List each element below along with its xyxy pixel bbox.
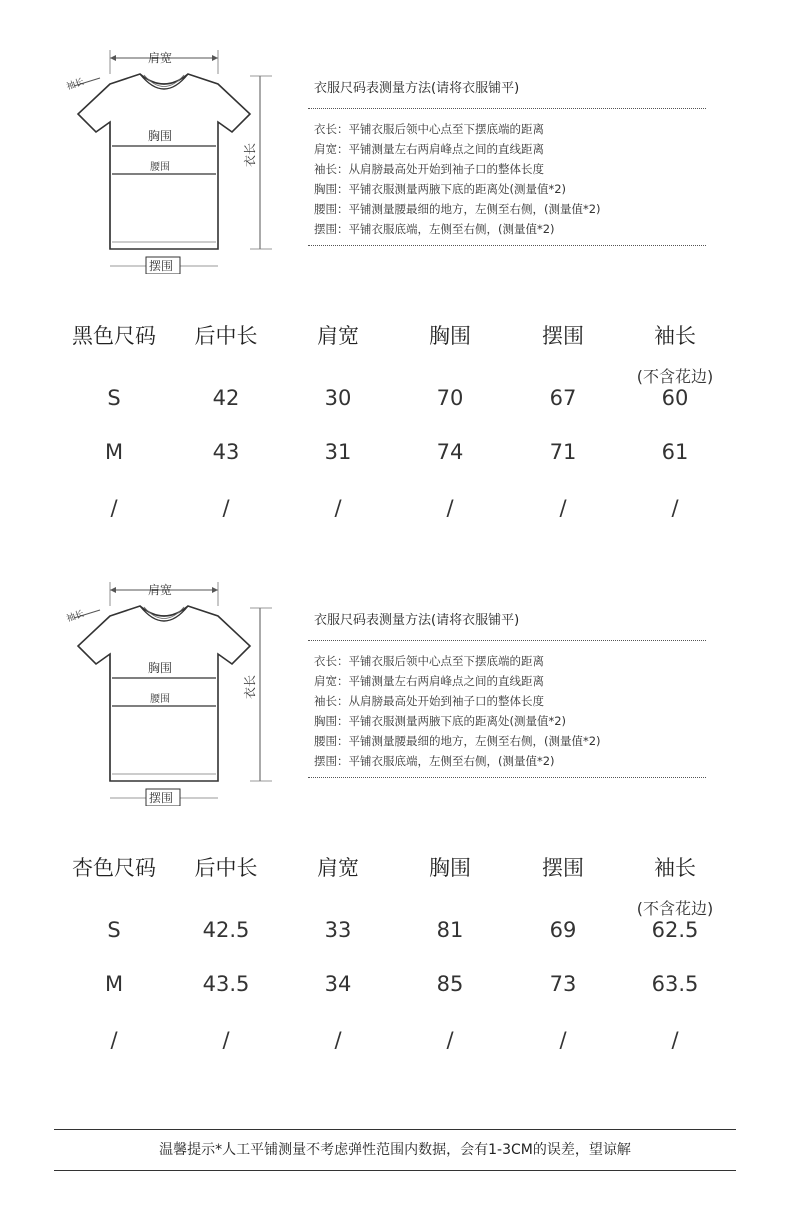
- table-cell: /: [222, 496, 230, 520]
- table-cell: 33: [324, 918, 352, 942]
- column-header-sleeve: 袖长: [654, 324, 696, 348]
- method-line: 肩宽：平铺测量左右两肩峰点之间的直线距离: [314, 674, 544, 688]
- measure-method-title: 衣服尺码表测量方法(请将衣服铺平): [314, 81, 520, 96]
- label-waist: 腰围: [150, 162, 170, 173]
- column-header-chest: 胸围: [429, 324, 471, 348]
- measure-method-panel: [308, 610, 706, 778]
- table-cell: /: [334, 1028, 342, 1052]
- label-sleeve: 袖长: [65, 609, 86, 625]
- method-line: 衣长：平铺衣服后领中心点至下摆底端的距离: [314, 122, 544, 136]
- tshirt-measure-diagram: [60, 44, 300, 274]
- table-cell: /: [671, 1028, 679, 1052]
- label-sleeve: 袖长: [65, 77, 86, 93]
- table-cell: /: [559, 1028, 567, 1052]
- table-cell: /: [110, 1028, 118, 1052]
- column-header-hem: 摆围: [542, 324, 584, 348]
- table-cell: 63.5: [651, 972, 699, 996]
- table-cell: M: [104, 972, 124, 996]
- measure-method-title: 衣服尺码表测量方法(请将衣服铺平): [314, 613, 520, 628]
- column-header-shoulder: 肩宽: [317, 856, 359, 880]
- table-cell: /: [559, 496, 567, 520]
- table-cell: 42.5: [202, 918, 250, 942]
- table-cell: /: [334, 496, 342, 520]
- sleeve-note: (不含花边): [636, 899, 714, 918]
- table-cell: 62.5: [651, 918, 699, 942]
- column-header-back-length: 后中长: [194, 324, 258, 348]
- measure-method-list: [308, 641, 706, 777]
- sleeve-note: (不含花边): [636, 367, 714, 386]
- table-cell: 43.5: [202, 972, 250, 996]
- method-line: 腰围：平铺测量腰最细的地方，左侧至右侧，(测量值*2): [314, 202, 601, 216]
- method-line: 肩宽：平铺测量左右两肩峰点之间的直线距离: [314, 142, 544, 156]
- table-cell: 42: [212, 386, 240, 410]
- label-length: 衣长: [243, 142, 257, 167]
- column-header-back-length: 后中长: [194, 856, 258, 880]
- measure-method-panel: [308, 78, 706, 246]
- divider: [308, 245, 706, 246]
- tshirt-illustration: [60, 576, 300, 806]
- table-cell: 67: [549, 386, 577, 410]
- table-cell: /: [446, 1028, 454, 1052]
- table-cell: S: [107, 386, 121, 410]
- method-line: 袖长：从肩膀最高处开始到袖子口的整体长度: [314, 162, 544, 176]
- method-line: 腰围：平铺测量腰最细的地方，左侧至右侧，(测量值*2): [314, 734, 601, 748]
- method-line: 袖长：从肩膀最高处开始到袖子口的整体长度: [314, 694, 544, 708]
- column-header-shoulder: 肩宽: [317, 324, 359, 348]
- table-cell: 73: [549, 972, 577, 996]
- method-line: 衣长：平铺衣服后领中心点至下摆底端的距离: [314, 654, 544, 668]
- label-length: 衣长: [243, 674, 257, 699]
- table-cell: 34: [324, 972, 352, 996]
- label-shoulder: 肩宽: [148, 583, 173, 597]
- column-header-sleeve: 袖长: [654, 856, 696, 880]
- table-cell: 43: [212, 440, 240, 464]
- tshirt-measure-diagram: [60, 576, 300, 806]
- table-cell: S: [107, 918, 121, 942]
- label-waist: 腰围: [150, 694, 170, 705]
- table-cell: 70: [436, 386, 464, 410]
- column-header-size: 黑色尺码: [72, 324, 156, 348]
- column-header-hem: 摆围: [542, 856, 584, 880]
- table-cell: /: [110, 496, 118, 520]
- table-cell: /: [222, 1028, 230, 1052]
- method-line: 摆围：平铺衣服底端，左侧至右侧，(测量值*2): [314, 754, 555, 768]
- tshirt-illustration: [60, 44, 300, 274]
- size-table-black: [58, 320, 738, 530]
- size-table-apricot: [58, 852, 738, 1062]
- measure-method-list: [308, 109, 706, 245]
- divider: [308, 777, 706, 778]
- column-header-chest: 胸围: [429, 856, 471, 880]
- table-cell: 74: [436, 440, 464, 464]
- method-line: 胸围：平铺衣服测量两腋下底的距离处(测量值*2): [314, 714, 567, 728]
- table-cell: M: [104, 440, 124, 464]
- label-chest: 胸围: [148, 661, 173, 675]
- method-line: 摆围：平铺衣服底端，左侧至右侧，(测量值*2): [314, 222, 555, 236]
- table-cell: /: [446, 496, 454, 520]
- table-cell: 31: [324, 440, 352, 464]
- label-chest: 胸围: [148, 129, 173, 143]
- table-cell: /: [671, 496, 679, 520]
- table-cell: 85: [436, 972, 464, 996]
- table-cell: 61: [661, 440, 689, 464]
- label-hem: 摆围: [149, 259, 174, 273]
- column-header-size: 杏色尺码: [72, 856, 156, 880]
- table-cell: 60: [661, 386, 689, 410]
- table-cell: 69: [549, 918, 577, 942]
- method-line: 胸围：平铺衣服测量两腋下底的距离处(测量值*2): [314, 182, 567, 196]
- footer-notice: 温馨提示*人工平铺测量不考虑弹性范围内数据，会有1-3CM的误差，望谅解: [54, 1129, 736, 1171]
- table-cell: 81: [436, 918, 464, 942]
- table-cell: 30: [324, 386, 352, 410]
- label-hem: 摆围: [149, 791, 174, 805]
- table-cell: 71: [549, 440, 577, 464]
- label-shoulder: 肩宽: [148, 51, 173, 65]
